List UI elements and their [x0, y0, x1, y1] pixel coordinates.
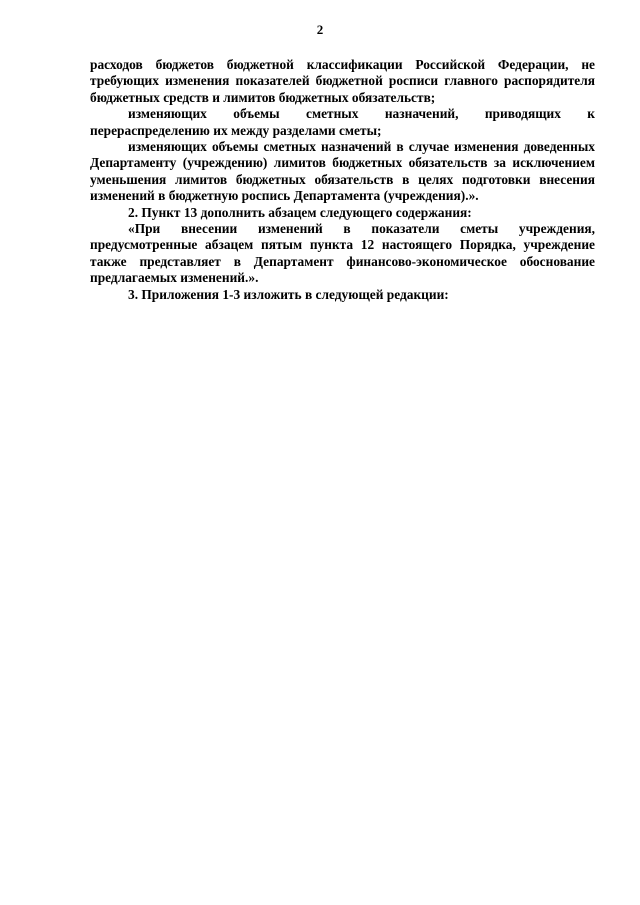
paragraph-budget-classification: расходов бюджетов бюджетной классификации Российской Федерации, не требующих изменения показателей бюджетной росписи главного распорядителя бюджетных средств и лимитов бюджетных обязательств;	[90, 57, 595, 105]
page-number: 2	[316, 22, 324, 37]
paragraph-appendices: 3. Приложения 1-3 изложить в следующей редакции:	[128, 286, 449, 302]
paragraph-quoted-addition: «При внесении изменений в показатели сметы учреждения, предусмотренные абзацем пятым пункта 12 настоящего Порядка, учреждение также представляет в Департамент финансово-экономическое обоснование предлагаемых изменений.».	[90, 221, 595, 286]
paragraph-estimate-sections: изменяющих объемы сметных назначений, приводящих к перераспределению их между разделами сметы;	[90, 106, 595, 138]
document-body	[90, 57, 595, 303]
paragraph-limits-change: изменяющих объемы сметных назначений в случае изменения доведенных Департаменту (учреждению) лимитов бюджетных обязательств за исключением уменьшения лимитов бюджетных обязательств в целях подготовки внесения изменений в бюджетную роспись Департамента (учреждения).».	[90, 139, 595, 204]
paragraph-item-13: 2. Пункт 13 дополнить абзацем следующего содержания:	[128, 204, 472, 220]
